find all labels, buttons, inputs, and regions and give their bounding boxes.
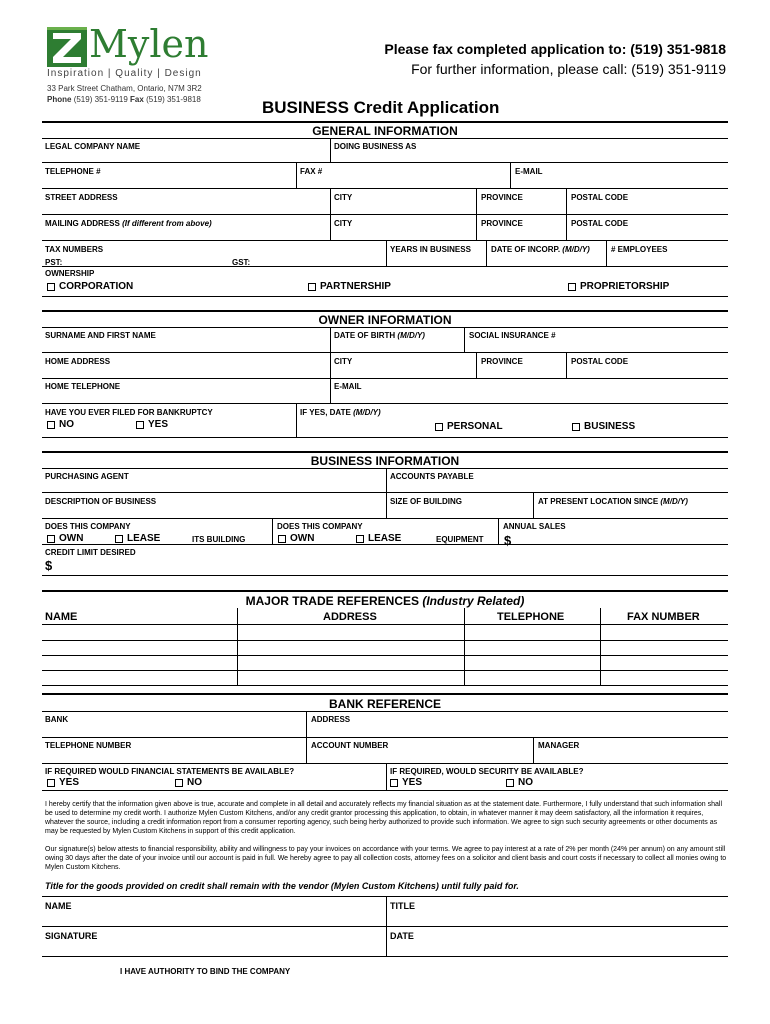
telephone-label: TELEPHONE #	[45, 167, 101, 176]
equipment-label: EQUIPMENT	[436, 535, 484, 544]
phone-label: Phone	[47, 95, 72, 104]
credit-limit-dollar: $	[45, 558, 53, 573]
credit-limit-label: CREDIT LIMIT DESIRED	[45, 548, 136, 557]
dob-label: DATE OF BIRTH (M/D/Y)	[334, 331, 425, 340]
province2-label: PROVINCE	[481, 219, 523, 228]
authority-label: I HAVE AUTHORITY TO BIND THE COMPANY	[120, 967, 291, 976]
postal2-label: POSTAL CODE	[571, 219, 629, 228]
company-contact	[47, 95, 201, 104]
owner-postal-label: POSTAL CODE	[571, 357, 629, 366]
bankruptcy-label: HAVE YOU EVER FILED FOR BANKRUPTCY	[45, 408, 213, 417]
bank-telephone-label: TELEPHONE NUMBER	[45, 741, 132, 750]
company-tagline: Inspiration | Quality | Design	[47, 68, 202, 79]
gst-label: GST:	[232, 258, 251, 267]
proprietorship-checkbox[interactable]: PROPRIETORSHIP	[568, 281, 669, 292]
bank-label: BANK	[45, 715, 69, 724]
fin-no-checkbox[interactable]: NO	[175, 777, 202, 788]
owner-city-label: CITY	[334, 357, 353, 366]
ownership-label: OWNERSHIP	[45, 269, 95, 278]
own-equipment-checkbox[interactable]: OWN	[278, 533, 314, 544]
purchasing-label: PURCHASING AGENT	[45, 472, 129, 481]
checkbox-icon	[115, 535, 123, 543]
checkbox-icon	[175, 779, 183, 787]
province-label: PROVINCE	[481, 193, 523, 202]
checkbox-icon	[390, 779, 398, 787]
payable-label: ACCOUNTS PAYABLE	[390, 472, 474, 481]
sin-label: SOCIAL INSURANCE #	[469, 331, 556, 340]
certification-paragraph: I hereby certify that the information given above is true, accurate and complete in all detail and accurately reflects my financial situation as at the statement date. Furthermore, I fully understand that such information shall be used to determine my credit worth. I authorize Mylen Custom Kitchens, and/or any credit grantor processing this application, to obtain, in whatever manner it may deem satisfactory, all the information it requires, whatever the source, including a credit information report from a consumer reporting agency, such being herby authorized to provide such information. We agree to sign such security agreements or other documents as may be requested by Mylen Custom Kitchens in support of this credit application.	[45, 801, 723, 835]
postal-label: POSTAL CODE	[571, 193, 629, 202]
fax-label: Fax	[130, 95, 144, 104]
signoff-name-label: NAME	[45, 901, 72, 911]
title-note: Title for the goods provided on credit shall remain with the vendor (Mylen Custom Kitchens) until fully paid for.	[45, 881, 519, 891]
checkbox-icon	[506, 779, 514, 787]
business-checkbox[interactable]: BUSINESS	[572, 421, 635, 432]
corporation-checkbox[interactable]: CORPORATION	[47, 281, 133, 292]
signoff-date-label: DATE	[390, 931, 414, 941]
tax-numbers-label: TAX NUMBERS	[45, 245, 104, 254]
does-company-label-1: DOES THIS COMPANY	[45, 522, 131, 531]
checkbox-icon	[278, 535, 286, 543]
signature-terms-paragraph: Our signature(s) below attests to financial responsibility, ability and willingness to pay your invoices on accordance with your terms. We agree to pay interest at a rate of 2% per month (24% per annum) on any amount still owing 30 days after the date of your invoice until our account is paid in full. We hereby agree to pay all collection costs, attorney fees on a solicitor and client basis and court costs if necessary to collect all monies owing to Mylen Custom Kitchens.	[45, 846, 727, 871]
page-title: BUSINESS Credit Application	[262, 98, 500, 117]
checkbox-icon	[47, 535, 55, 543]
security-label: IF REQUIRED, WOULD SECURITY BE AVAILABLE?	[390, 767, 584, 776]
section-owner: OWNER INFORMATION	[318, 313, 452, 327]
checkbox-icon	[308, 283, 316, 291]
years-label: YEARS IN BUSINESS	[390, 245, 471, 254]
employees-label: # EMPLOYEES	[611, 245, 668, 254]
trade-name-header: NAME	[45, 611, 78, 623]
owner-email-label: E-MAIL	[334, 382, 362, 391]
home-phone-label: HOME TELEPHONE	[45, 382, 121, 391]
does-company-label-2: DOES THIS COMPANY	[277, 522, 363, 531]
trade-fax-header: FAX NUMBER	[627, 611, 700, 623]
fax-instruction: Please fax completed application to: (519) 351-9818	[384, 41, 726, 57]
annual-sales-label: ANNUAL SALES	[503, 522, 566, 531]
checkbox-icon	[47, 421, 55, 429]
bankruptcy-no-checkbox[interactable]: NO	[47, 419, 74, 430]
city-label: CITY	[334, 193, 353, 202]
fax-label-field: FAX #	[300, 167, 323, 176]
mylen-logo-icon	[47, 27, 87, 67]
if-yes-date-label: IF YES, DATE (M/D/Y)	[300, 408, 381, 417]
security-yes-checkbox[interactable]: YES	[390, 777, 422, 788]
checkbox-icon	[568, 283, 576, 291]
signature-label: SIGNATURE	[45, 931, 98, 941]
checkbox-icon	[136, 421, 144, 429]
trade-telephone-header: TELEPHONE	[497, 611, 565, 623]
doing-business-label: DOING BUSINESS AS	[334, 142, 417, 151]
mailing-label: MAILING ADDRESS (If different from above)	[45, 219, 212, 228]
legal-name-label: LEGAL COMPANY NAME	[45, 142, 141, 151]
home-address-label: HOME ADDRESS	[45, 357, 111, 366]
checkbox-icon	[47, 283, 55, 291]
section-trade: MAJOR TRADE REFERENCES (Industry Related)	[245, 594, 525, 608]
surname-label: SURNAME AND FIRST NAME	[45, 331, 156, 340]
fin-yes-checkbox[interactable]: YES	[47, 777, 79, 788]
manager-label: MANAGER	[538, 741, 580, 750]
its-building-label: ITS BUILDING	[192, 535, 246, 544]
size-label: SIZE OF BUILDING	[390, 497, 462, 506]
account-number-label: ACCOUNT NUMBER	[311, 741, 389, 750]
city2-label: CITY	[334, 219, 353, 228]
phone-value: (519) 351-9119	[73, 95, 128, 104]
email-label: E-MAIL	[515, 167, 543, 176]
info-instruction: For further information, please call: (519) 351-9119	[411, 61, 726, 77]
section-general: GENERAL INFORMATION	[312, 124, 458, 138]
personal-checkbox[interactable]: PERSONAL	[435, 421, 503, 432]
description-label: DESCRIPTION OF BUSINESS	[45, 497, 157, 506]
section-business: BUSINESS INFORMATION	[310, 454, 460, 468]
bank-address-label: ADDRESS	[311, 715, 351, 724]
date-incorp-label: DATE OF INCORP. (M/D/Y)	[491, 245, 590, 254]
owner-province-label: PROVINCE	[481, 357, 523, 366]
annual-sales-dollar: $	[504, 533, 512, 548]
security-no-checkbox[interactable]: NO	[506, 777, 533, 788]
own-building-checkbox[interactable]: OWN	[47, 533, 83, 544]
fax-value: (519) 351-9818	[146, 95, 201, 104]
section-bank: BANK REFERENCE	[328, 697, 441, 711]
signoff-title-label: TITLE	[390, 901, 415, 911]
company-name: Mylen	[89, 22, 209, 66]
lease-building-checkbox[interactable]: LEASE	[115, 533, 160, 544]
checkbox-icon	[47, 779, 55, 787]
partnership-checkbox[interactable]: PARTNERSHIP	[308, 281, 391, 292]
present-location-label: AT PRESENT LOCATION SINCE (M/D/Y)	[538, 497, 688, 506]
fin-statements-label: IF REQUIRED WOULD FINANCIAL STATEMENTS BE AVAILABLE?	[45, 767, 295, 776]
company-logo	[47, 24, 207, 114]
pst-label: PST:	[45, 258, 63, 267]
street-label: STREET ADDRESS	[45, 193, 118, 202]
checkbox-icon	[435, 423, 443, 431]
lease-equipment-checkbox[interactable]: LEASE	[356, 533, 401, 544]
checkbox-icon	[356, 535, 364, 543]
company-address: 33 Park Street Chatham, Ontario, N7M 3R2	[47, 84, 202, 93]
checkbox-icon	[572, 423, 580, 431]
bankruptcy-yes-checkbox[interactable]: YES	[136, 419, 168, 430]
trade-address-header: ADDRESS	[323, 611, 377, 623]
